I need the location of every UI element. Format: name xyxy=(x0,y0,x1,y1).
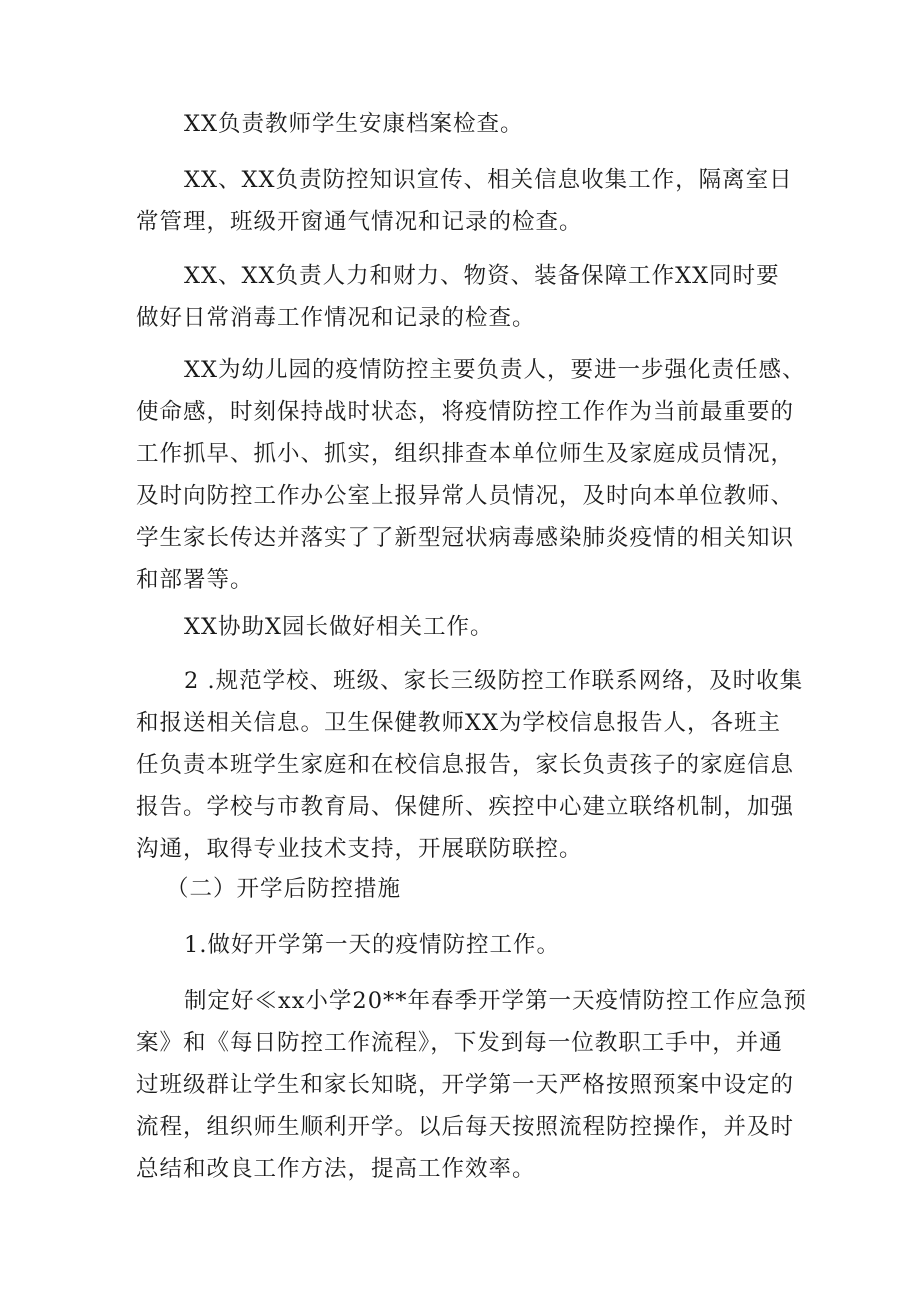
paragraph-line: 案》和《每日防控工作流程》，下发到每一位教职工手中，并通 xyxy=(136,1030,783,1056)
paragraph-line: 学生家长传达并落实了了新型冠状病毒感染肺炎疫情的相关知识 xyxy=(136,525,795,551)
paragraph-line: 流程，组织师生顺利开学。以后每天按照流程防控操作，并及时 xyxy=(136,1114,795,1140)
paragraph-7 xyxy=(136,924,796,966)
paragraph-8 xyxy=(136,980,808,1190)
paragraph-3 xyxy=(136,255,796,339)
paragraph-line: 使命感，时刻保持战时状态，将疫情防控工作作为当前最重要的 xyxy=(136,399,795,425)
paragraph-line: 2 .规范学校、班级、家长三级防控工作联系网络，及时收集 xyxy=(184,668,804,694)
paragraph-line: 过班级群让学生和家长知晓，开学第一天严格按照预案中设定的 xyxy=(136,1072,795,1098)
paragraph-2 xyxy=(136,159,796,243)
paragraph-line: XX、XX负责防控知识宣传、相关信息收集工作，隔离室日 xyxy=(184,167,793,193)
paragraph-line: 任负责本班学生家庭和在校信息报告，家长负责孩子的家庭信息 xyxy=(136,752,795,778)
paragraph-line: XX、XX负责人力和财力、物资、装备保障工作XX同时要 xyxy=(184,263,780,289)
paragraph-4 xyxy=(136,349,806,601)
paragraph-1 xyxy=(136,103,796,145)
paragraph-line: 1.做好开学第一天的疫情防控工作。 xyxy=(184,932,560,958)
paragraph-line: 制定好≪xx小学20**年春季开学第一天疫情防控工作应急预 xyxy=(184,988,808,1014)
paragraph-5 xyxy=(136,606,796,648)
paragraph-line: XX协助X园长做好相关工作。 xyxy=(184,614,494,640)
paragraph-line: 总结和改良工作方法，提高工作效率。 xyxy=(136,1156,536,1182)
section-heading-text: （二）开学后防控措施 xyxy=(166,876,402,902)
section-heading xyxy=(136,868,796,910)
paragraph-line: 常管理，班级开窗通气情况和记录的检查。 xyxy=(136,209,583,235)
paragraph-line: XX为幼儿园的疫情防控主要负责人，要进一步强化责任感、 xyxy=(184,357,806,383)
paragraph-line: 和报送相关信息。卫生保健教师XX为学校信息报告人，各班主 xyxy=(136,710,782,736)
paragraph-line: 报告。学校与市教育局、保健所、疾控中心建立联络机制，加强 xyxy=(136,794,795,820)
paragraph-line: XX负责教师学生安康档案检查。 xyxy=(184,111,524,137)
paragraph-line: 做好日常消毒工作情况和记录的检查。 xyxy=(136,305,536,331)
paragraph-line: 工作抓早、抓小、抓实，组织排查本单位师生及家庭成员情况， xyxy=(136,441,795,467)
paragraph-line: 和部署等。 xyxy=(136,567,254,593)
paragraph-line: 沟通，取得专业技术支持，开展联防联控。 xyxy=(136,836,583,862)
paragraph-6 xyxy=(136,660,804,870)
paragraph-line: 及时向防控工作办公室上报异常人员情况，及时向本单位教师、 xyxy=(136,483,795,509)
